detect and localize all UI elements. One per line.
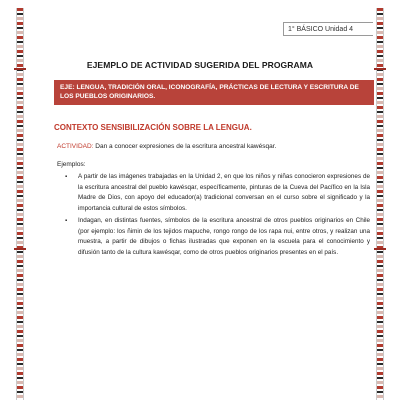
activity-label: ACTIVIDAD: xyxy=(57,143,94,150)
examples-list xyxy=(62,172,370,260)
page-title: EJEMPLO DE ACTIVIDAD SUGERIDA DEL PROGRAMA xyxy=(86,60,314,70)
activity-text: Dan a conocer expresiones de la escritura ancestral kawésqar. xyxy=(95,143,277,150)
context-heading: CONTEXTO SENSIBILIZACIÓN SOBRE LA LENGUA. xyxy=(54,123,252,132)
list-item xyxy=(62,172,370,214)
decorative-border-right xyxy=(376,8,384,400)
example-text: A partir de las imágenes trabajadas en la Unidad 2, en que los niños y niñas conocieron expresiones de la escritura ancestral del pueblo kawésqar, específicamente, pinturas de la Cueva del Pacífico en la Isla Madre de Dios, con apoyo del educador(a) tradicional conversan en el curso sobre el significado y la importancia cultural de estos símbolos. xyxy=(78,173,370,212)
example-text: Indagan, en distintas fuentes, símbolos de la escritura ancestral de otros pueblos originarios en Chile (por ejemplo: los ñimin de los tejidos mapuche, rongo rongo de los rapa nui, entre otros, y realizan una muestra, a partir de dibujos o fichas ilustradas que exponen en la escuela para el conocimiento y difusión tanto de la cultura kawésqar, como de otros pueblos originarios presentes en el país. xyxy=(78,217,370,256)
axis-banner: EJE: LENGUA, TRADICIÓN ORAL, ICONOGRAFÍA, PRÁCTICAS DE LECTURA Y ESCRITURA DE LOS PUEBLOS ORIGINARIOS. xyxy=(54,80,374,105)
list-item xyxy=(62,216,370,258)
examples-label: Ejemplos: xyxy=(57,161,86,168)
decorative-border-left xyxy=(16,8,24,400)
bullet-icon: ▪ xyxy=(65,174,68,180)
unit-header-label: 1° BÁSICO Unidad 4 xyxy=(283,22,373,36)
activity-line xyxy=(57,143,377,150)
bullet-icon: ▪ xyxy=(65,218,68,224)
